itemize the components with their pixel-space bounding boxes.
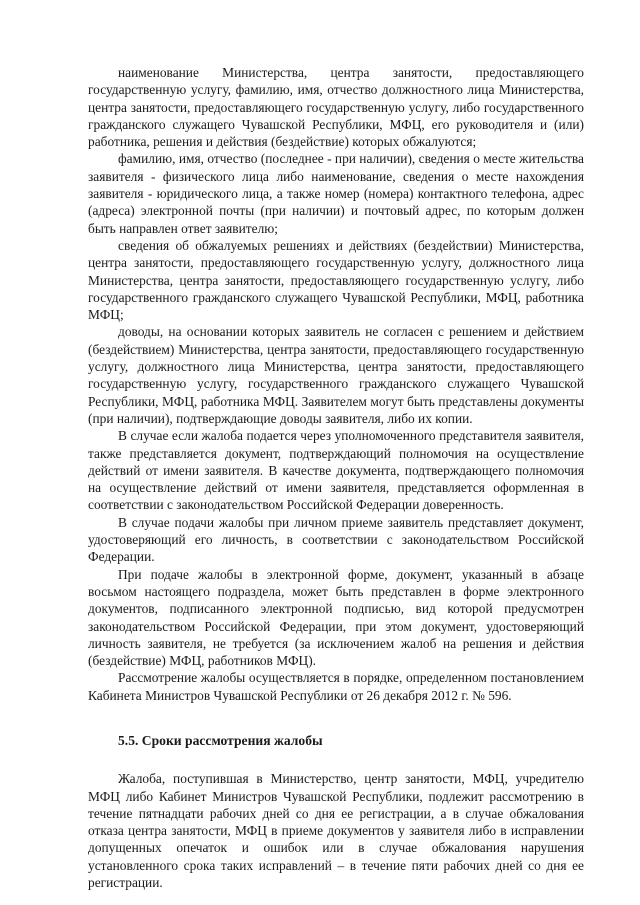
paragraph-applicant-details: фамилию, имя, отчество (последнее - при наличии), сведения о месте жительства заявителя - физического лица либо наименование, сведения о месте нахождения заявителя - юридического лица, а также номер (номера) контактного телефона, адрес (адреса) электронной почты (при наличии) и почтовый адрес, по которым должен быть направлен ответ заявителю; bbox=[88, 151, 584, 236]
section-heading: 5.5. Сроки рассмотрения жалобы bbox=[118, 732, 323, 748]
paragraph-appealed-decisions: сведения об обжалуемых решениях и действиях (бездействии) Министерства, центра занятости, предоставляющего государственную услугу, должностного лица Министерства, центра занятости, предоставляющего государственную услугу, либо государственного гражданского служащего Чувашской Республики, МФЦ, работника МФЦ; bbox=[88, 237, 584, 323]
paragraph-electronic-form: При подаче жалобы в электронной форме, документ, указанный в абзаце восьмом настоящего подраздела, может быть представлен в форме электронного документов, подписанного электронной подписью, вид которой предусмотрен законодательством Российской Федерации, при этом документ, удостоверяющий личность заявителя, не требуется (за исключением жалоб на решения и действия (бездействие) МФЦ, работников МФЦ). bbox=[88, 566, 584, 669]
paragraph-review-deadlines: Жалоба, поступившая в Министерство, центр занятости, МФЦ, учредителю МФЦ либо Кабинет Министров Чувашской Республики, подлежит рассмотрению в течение пятнадцати рабочих дней со дня ее регистрации, а в случае обжалования отказа центра занятости, МФЦ в приеме документов у заявителя либо в исправлении допущенных опечаток и ошибок или в случае обжалования нарушения установленного срока таких исправлений – в течение пяти рабочих дней со дня ее регистрации. bbox=[88, 771, 584, 891]
paragraph-representative: В случае если жалоба подается через уполномоченного представителя заявителя, также представляется документ, подтверждающий полномочия на осуществление действий от имени заявителя. В качестве документа, подтверждающего полномочия на осуществление действий от имени заявителя, представляется оформленная в соответствии с законодательством Российской Федерации доверенность. bbox=[88, 428, 584, 513]
document-page bbox=[88, 64, 584, 891]
paragraph-authority-name: наименование Министерства, центра занятости, предоставляющего государственную услугу, фамилию, имя, отчество должностного лица Министерства, центра занятости, предоставляющего государственную услугу, либо государственного гражданского служащего Чувашской Республики, МФЦ, его руководителя и (или) работника, решения и действия (бездействие) которых обжалуются; bbox=[88, 65, 584, 150]
paragraph-arguments: доводы, на основании которых заявитель не согласен с решением и действием (бездействием) Министерства, центра занятости, предоставляющего государственную услугу, должностного лица Министерства, центра занятости, предоставляющего государственную услугу, государственного гражданского служащего Чувашской Республики, МФЦ, работника МФЦ. Заявителем могут быть представлены документы (при наличии), подтверждающие доводы заявителя, либо их копии. bbox=[88, 324, 584, 426]
paragraph-personal-reception: В случае подачи жалобы при личном приеме заявитель представляет документ, удостоверяющий его личность, в соответствии с законодательством Российской Федерации. bbox=[88, 514, 584, 565]
paragraph-consideration-order: Рассмотрение жалобы осуществляется в порядке, определенном постановлением Кабинета Министров Чувашской Республики от 26 декабря 2012 г. № 596. bbox=[88, 670, 584, 703]
